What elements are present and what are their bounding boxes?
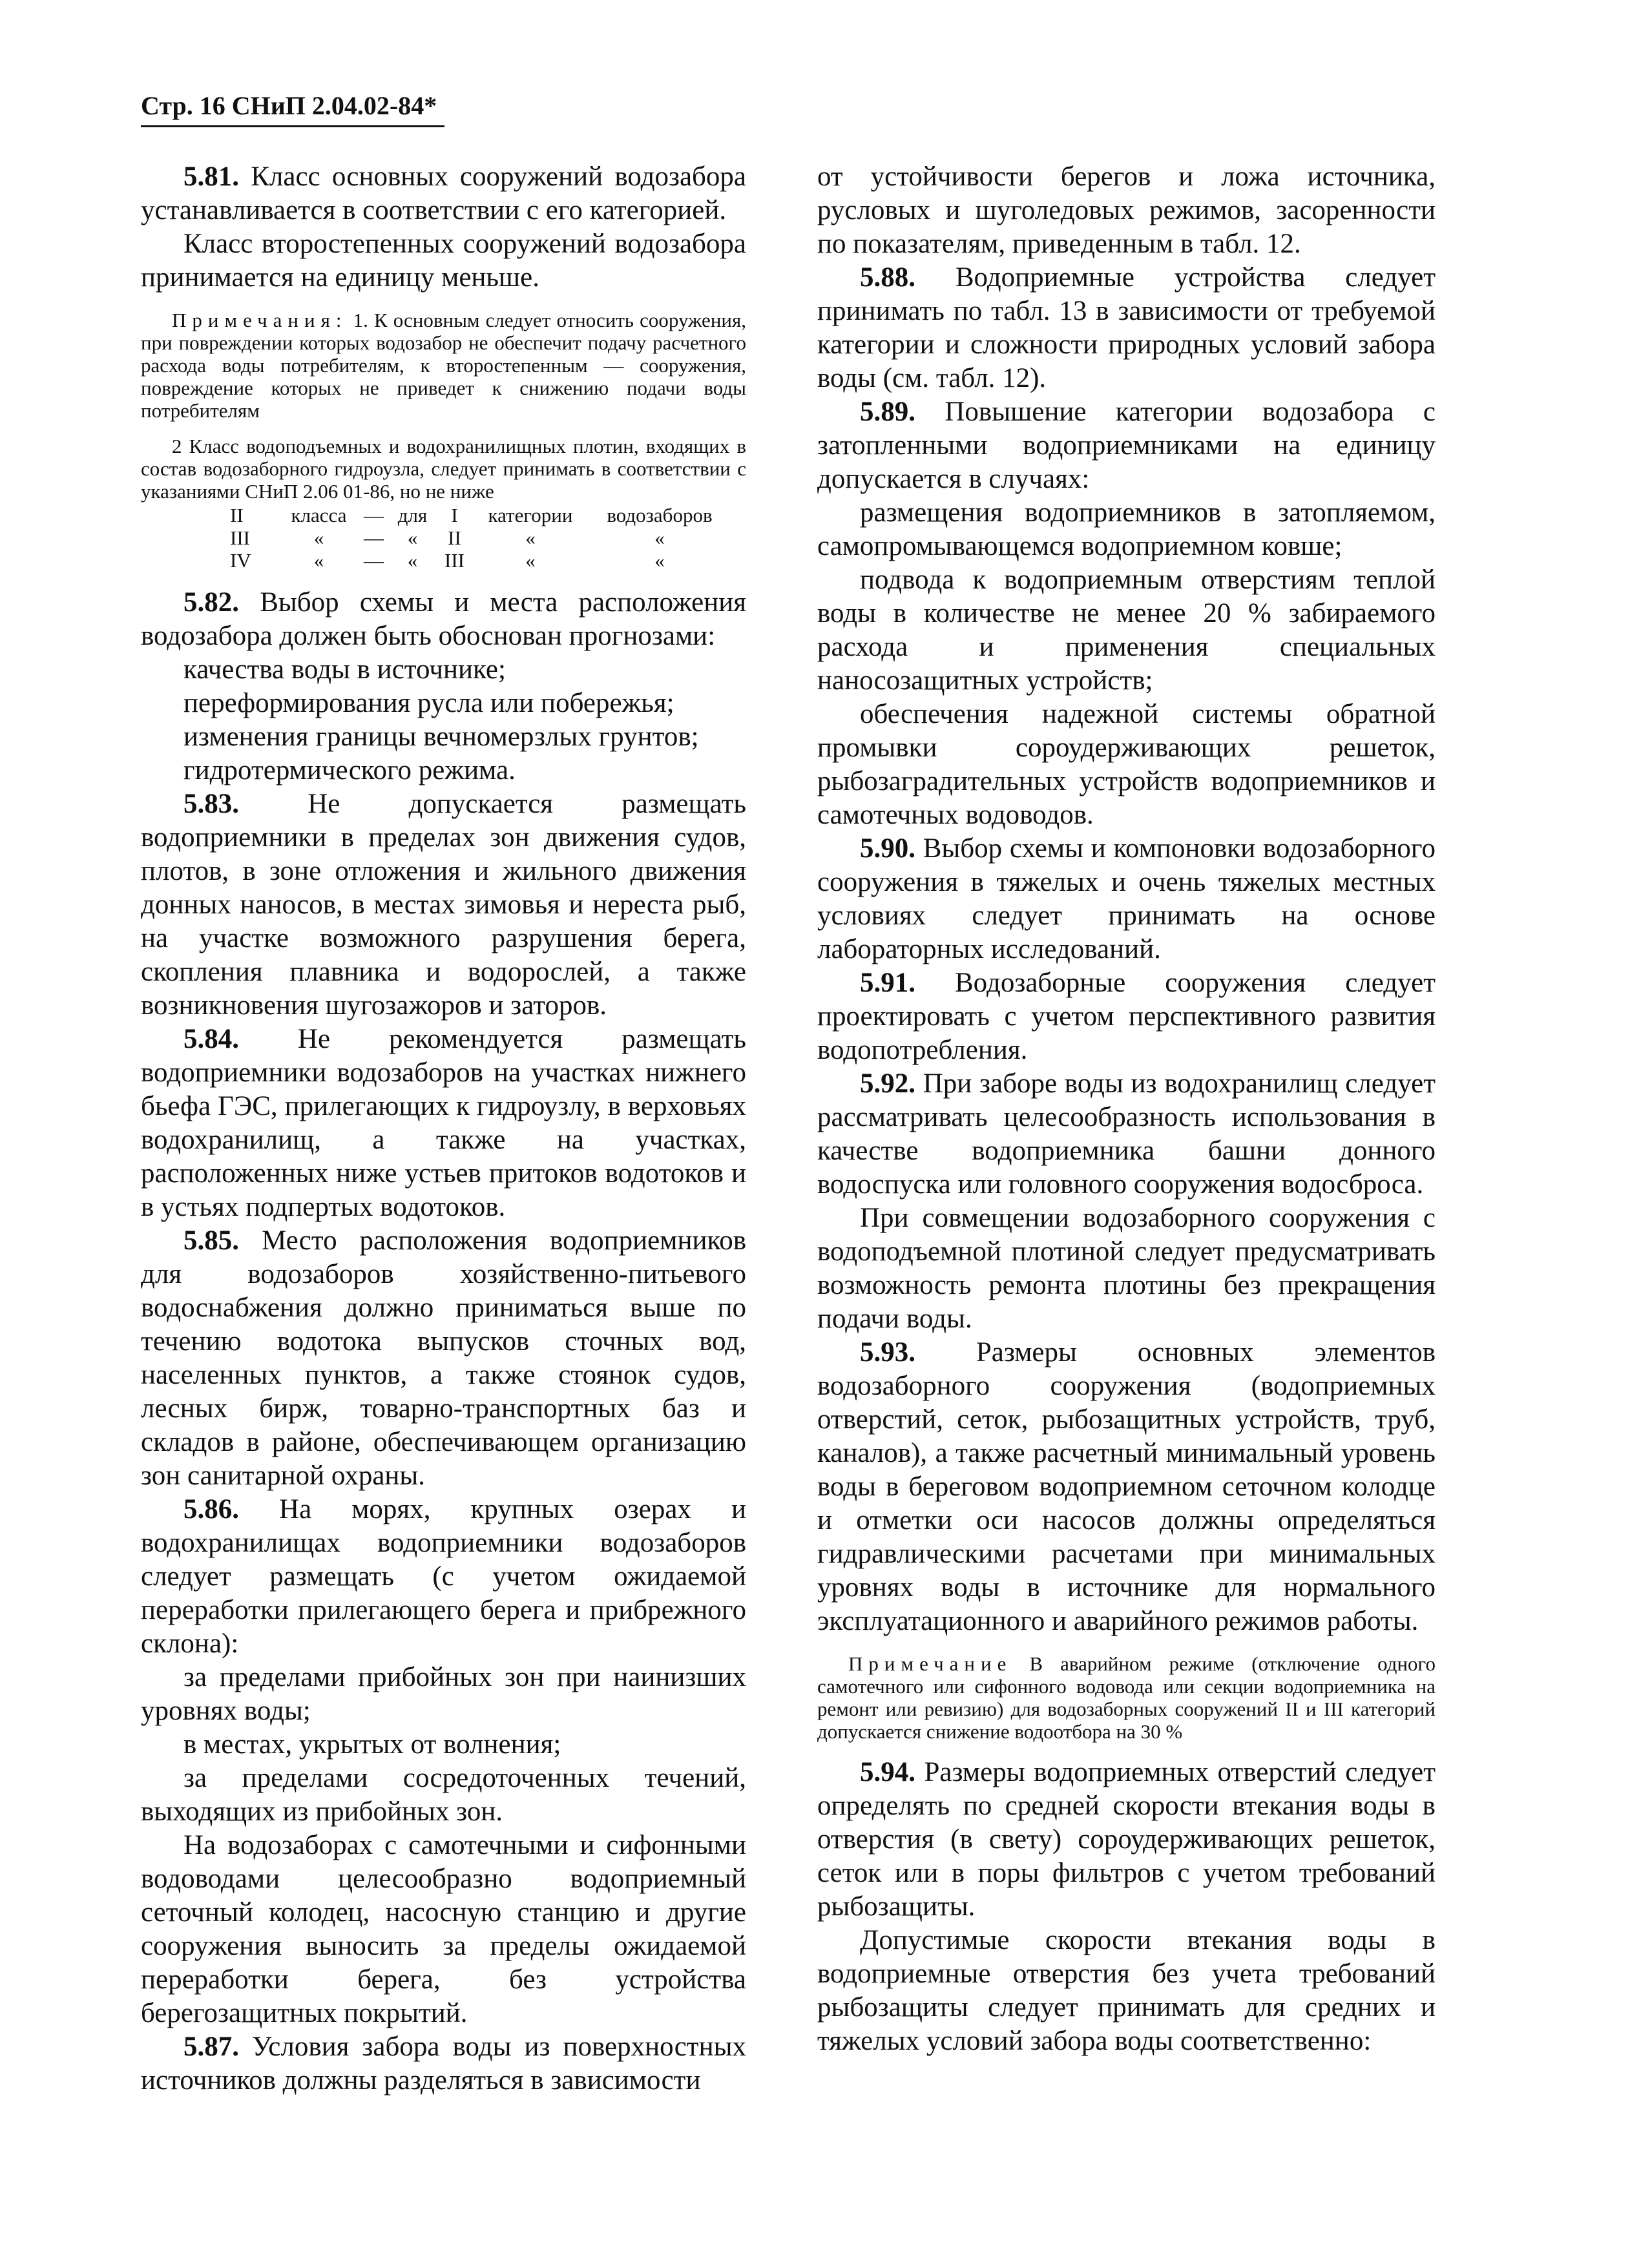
list-item: гидротермического режима. [183,755,516,785]
clause-5-84 [141,1023,746,1224]
note-cell: для [397,504,428,526]
note-cell: III [230,526,250,549]
clause-number: 5.83. [183,789,239,819]
note-cell: IV [230,549,251,572]
note-cell: I [451,504,458,526]
paragraph: При совмещении водозаборного сооружения с водоподъемной плотиной следует предусматривать возможность ремонта плотины без прекращения подачи воды. [817,1203,1436,1334]
list-item: изменения границы вечномерзлых грунтов; [183,722,699,752]
note-cell: класса [291,504,347,526]
note-cell: « [654,549,665,572]
clause-5-86 [141,1493,746,1661]
clause-5-91 [817,966,1436,1067]
clause-5-89 [817,395,1436,496]
list-item: за пределами сосредоточенных течений, выходящих из прибойных зон. [141,1763,746,1827]
note-cell: « [313,526,324,549]
clause-5-90 [817,832,1436,966]
clause-number: 5.86. [183,1494,239,1524]
clause-text: Водоприемные устройства следует принимать по табл. 13 в зависимости от требуемой категории и сложности природных условий забора воды (см. табл. 12). [817,262,1436,393]
clause-5-81 [141,160,746,227]
clause-number: 5.89. [860,397,915,427]
clause-text: Размеры основных элементов водозаборного сооружения (водоприемных отверстий, сеток, рыбозащитных устройств, труб, каналов), а также расчетный минимальный уровень воды в береговом водоприемном сеточном колодце и отметки оси насосов должны определяться гидравлическими расчетами при минимальных уровнях воды в источнике для нормального эксплуатационного и аварийного режимов работы. [817,1337,1436,1636]
note-1 [141,309,746,422]
note-label: Примечание [848,1652,1012,1675]
clause-text: Условия забора воды из поверхностных источников должны разделяться в зависимости [141,2032,746,2096]
clause-text: Место расположения водоприемников для водозаборов хозяйственно-питьевого водоснабжения должно приниматься выше по течению водотока выпусков сточных вод, населенных пунктов, а также стоянок судов, лесных бирж, товарно-транспортных баз и складов в районе, обеспечивающем организацию зон санитарной охраны. [141,1225,747,1491]
note-cell: — [364,526,384,549]
clause-number: 5.87. [183,2032,239,2062]
page-header: Стр. 16 СНиП 2.04.02-84* [141,90,444,127]
note-table-row [230,549,731,572]
clause-number: 5.82. [183,587,239,618]
left-column [141,160,746,2097]
note-label: Примечания: [172,309,348,331]
note-text: В аварийном режиме (отключение одного самотечного или сифонного водовода или секции водоприемника на ремонт или ревизию) для водозаборных сооружений II и III категорий допускается снижение водоотбора на 30 % [817,1652,1436,1743]
clause-5-92 [817,1067,1436,1202]
clause-text: Не допускается размещать водоприемники в пределах зон движения судов, плотов, в зоне отложения и жильного движения донных наносов, в местах зимовья и нереста рыб, на участке возможного разрушения берега, скопления плавника и водорослей, а также возникновения шугозажоров и заторов. [141,789,747,1021]
note-class-table [230,504,731,572]
note-cell: III [444,549,465,572]
clause-number: 5.85. [183,1225,239,1256]
list-item: обеспечения надежной системы обратной промывки сороудерживающих решеток, рыбозаградительных устройств водоприемников и самотечных водоводов. [817,699,1436,830]
note-table-row [230,504,731,526]
clause-text: При заборе воды из водохранилищ следует рассматривать целесообразность использования в качестве водоприемника башни донного водоспуска или головного сооружения водосброса. [817,1068,1436,1200]
note-cell: « [407,526,418,549]
clause-number: 5.94. [860,1757,915,1787]
clause-text: Водозаборные сооружения следует проектировать с учетом перспективного развития водопотребления. [817,968,1436,1065]
list-item: подвода к водоприемным отверстиям теплой воды в количестве не менее 20 % забираемого расхода и применения специальных наносозащитных устройств; [817,565,1436,696]
clause-5-94 [817,1756,1436,1924]
note-2: 2 Класс водоподъемных и водохранилищных плотин, входящих в состав водозаборного гидроузла, следует принимать в соответствии с указаниями СНиП 2.06 01-86, но не ниже [141,435,746,503]
clause-number: 5.93. [860,1337,915,1368]
note-cell: « [407,549,418,572]
paragraph: Класс второстепенных сооружений водозабора принимается на единицу меньше. [141,229,746,293]
clause-5-83 [141,787,746,1023]
clause-5-82 [141,586,746,653]
clause-5-87 [141,2030,746,2097]
note-cell: « [525,549,536,572]
note-cell: категории [488,504,573,526]
paragraph-continuation: от устойчивости берегов и ложа источника, русловых и шуголедовых режимов, засоренности по показателям, приведенным в табл. 12. [817,161,1436,259]
note-cell: водозаборов [607,504,713,526]
note-cell: II [230,504,244,526]
note-cell: II [448,526,461,549]
note-emergency [817,1652,1436,1743]
clause-text: Не рекомендуется размещать водоприемники водозаборов на участках нижнего бьефа ГЭС, прилегающих к гидроузлу, в верховьях водохранилищ, а также на участках, расположенных ниже устьев притоков водотоков и в устьях подпертых водотоков. [141,1024,746,1222]
clause-5-93 [817,1336,1436,1638]
note-cell: « [313,549,324,572]
clause-text: Выбор схемы и места расположения водозабора должен быть обоснован прогнозами: [141,587,746,651]
clause-5-88 [817,261,1436,395]
clause-text: На морях, крупных озерах и водохранилищах водоприемники водозаборов следует размещать (с учетом ожидаемой переработки прилегающего берега и прибрежного склона): [141,1494,746,1659]
note-cell: « [654,526,665,549]
clause-text: Класс основных сооружений водозабора устанавливается в соответствии с его категорией. [141,161,747,225]
clause-text: Размеры водоприемных отверстий следует определять по средней скорости втекания воды в отверстия (в свету) сороудерживающих решеток, сеток или в поры фильтров с учетом требований рыбозащиты. [817,1757,1436,1922]
paragraph: Допустимые скорости втекания воды в водоприемные отверстия без учета требований рыбозащиты следует принимать для средних и тяжелых условий забора воды соответственно: [817,1925,1436,2056]
right-column [817,160,1436,2058]
clause-text: Выбор схемы и компоновки водозаборного сооружения в тяжелых и очень тяжелых местных условиях следует принимать на основе лабораторных исследований. [817,833,1436,964]
clause-5-85 [141,1224,746,1493]
list-item: размещения водоприемников в затопляемом, самопромывающемся водоприемном ковше; [817,497,1436,561]
clause-number: 5.90. [860,833,915,864]
list-item: качества воды в источнике; [183,654,506,685]
note-cell: — [364,504,384,526]
paragraph: На водозаборах с самотечными и сифонными водоводами целесообразно водоприемный сеточный колодец, насосную станцию и другие сооружения выносить за пределы ожидаемой переработки берега, без устройства берегозащитных покрытий. [141,1830,746,2028]
list-item: переформирования русла или побережья; [183,688,674,718]
clause-number: 5.91. [860,968,915,998]
clause-text: Повышение категории водозабора с затопленными водоприемниками на единицу допускается в случаях: [817,397,1436,494]
note-text: 1. К основным следует относить сооружения, при повреждении которых водозабор не обеспечит подачу расчетного расхода воды потребителям, к второстепенным — сооружения, повреждение которых не приведет к снижению подачи воды потребителям [141,309,747,422]
list-item: за пределами прибойных зон при наинизших уровнях воды; [141,1662,746,1726]
clause-number: 5.92. [860,1068,915,1099]
clause-number: 5.88. [860,262,915,293]
clause-number: 5.81. [183,161,239,192]
note-cell: « [525,526,536,549]
clause-number: 5.84. [183,1024,239,1054]
note-cell: — [364,549,384,572]
note-table-row [230,526,731,549]
list-item: в местах, укрытых от волнения; [183,1729,561,1760]
